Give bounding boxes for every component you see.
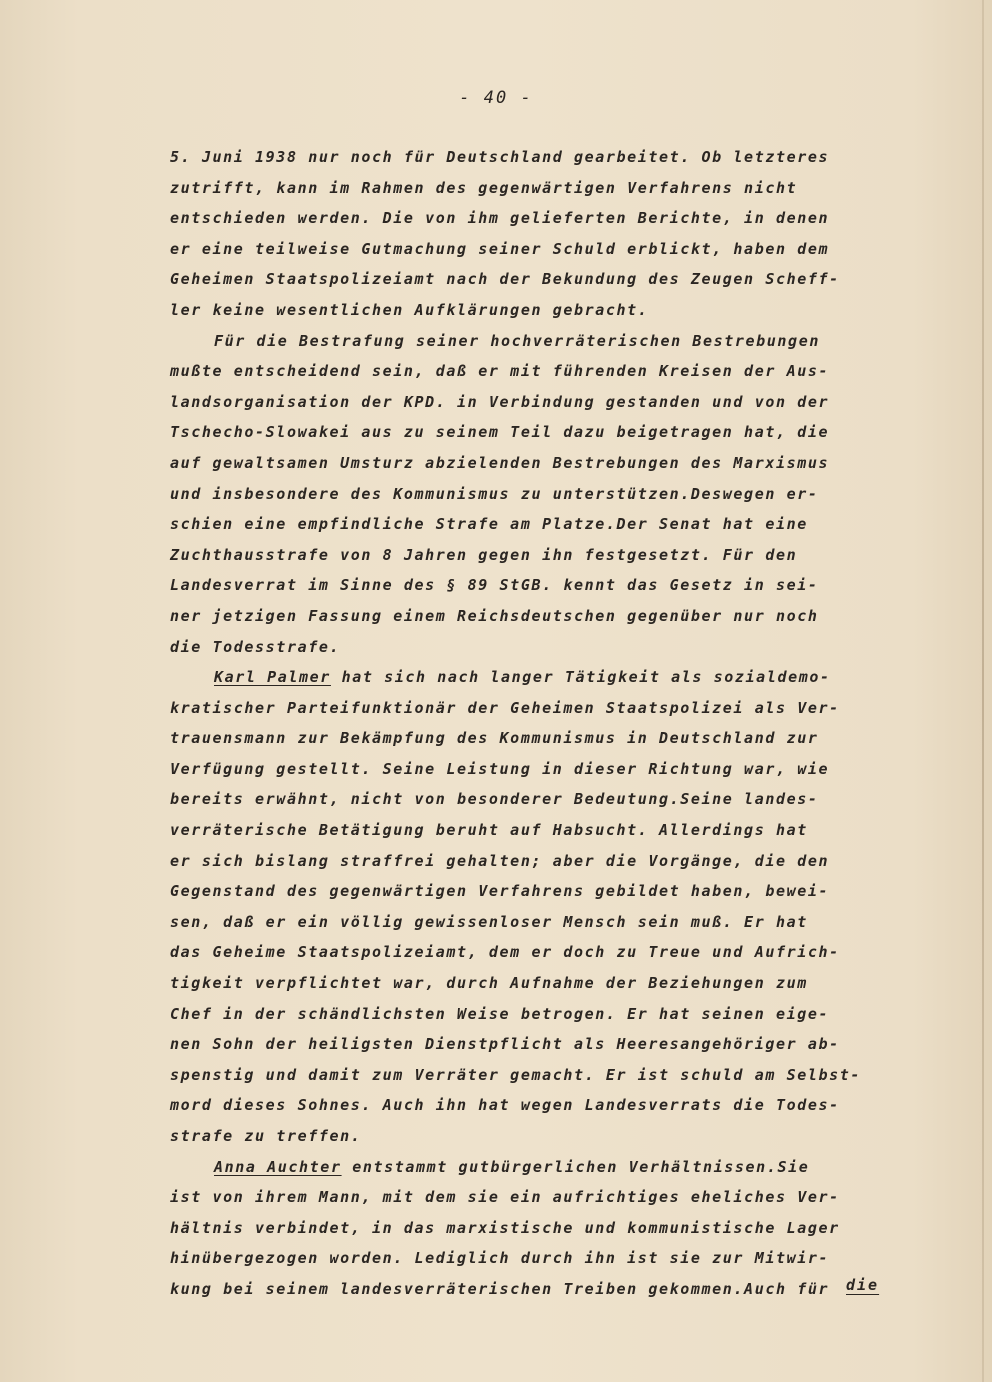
text-line: kratischer Parteifunktionär der Geheimen Staatspolizei als Ver- bbox=[170, 698, 840, 717]
text-line: und insbesondere des Kommunismus zu unterstützen.Deswegen er- bbox=[170, 484, 819, 503]
text-line: schien eine empfindliche Strafe am Platze.Der Senat hat eine bbox=[170, 515, 808, 534]
text-line: strafe zu treffen. bbox=[170, 1127, 362, 1145]
text-line: ner jetzigen Fassung einem Reichsdeutschen gegenüber nur noch bbox=[170, 606, 819, 625]
text-line: er sich bislang straffrei gehalten; aber die Vorgänge, die den bbox=[170, 851, 830, 870]
text-line: tigkeit verpflichtet war, durch Aufnahme der Beziehungen zum bbox=[170, 974, 808, 993]
page-edge-shadow bbox=[982, 0, 984, 1382]
page-number: - 40 - bbox=[459, 88, 533, 108]
text-line: zutrifft, kann im Rahmen des gegenwärtigen Verfahrens nicht bbox=[170, 178, 798, 197]
text-line: Tschecho-Slowakei aus zu seinem Teil dazu beigetragen hat, die bbox=[170, 423, 830, 442]
text-line: Chef in der schändlichsten Weise betrogen. Er hat seinen eige- bbox=[170, 1004, 830, 1023]
text-line: nen Sohn der heiligsten Dienstpflicht als Heeresangehöriger ab- bbox=[170, 1035, 840, 1054]
text-line: landsorganisation der KPD. in Verbindung gestanden und von der bbox=[170, 392, 830, 411]
text-line: Landesverrat im Sinne des § 89 StGB. kennt das Gesetz in sei- bbox=[170, 576, 819, 595]
text-line-remainder: entstammt gutbürgerlichen Verhältnissen.Sie bbox=[341, 1157, 810, 1176]
text-line: Geheimen Staatspolizeiamt nach der Bekundung des Zeugen Scheff- bbox=[170, 270, 840, 289]
text-line: bereits erwähnt, nicht von besonderer Bedeutung.Seine landes- bbox=[170, 790, 819, 809]
text-line: mord dieses Sohnes. Auch ihn hat wegen Landesverrats die Todes- bbox=[170, 1096, 840, 1115]
text-line: ist von ihrem Mann, mit dem sie ein aufrichtiges eheliches Ver- bbox=[170, 1188, 840, 1207]
text-line: 5. Juni 1938 nur noch für Deutschland gearbeitet. Ob letzteres bbox=[170, 148, 830, 166]
text-line: Gegenstand des gegenwärtigen Verfahrens gebildet haben, bewei- bbox=[170, 882, 830, 901]
body-text bbox=[170, 142, 950, 1305]
text-line: mußte entscheidend sein, daß er mit führenden Kreisen der Aus- bbox=[170, 362, 830, 381]
paragraph-start-line: Für die Bestrafung seiner hochverräterischen Bestrebungen bbox=[214, 331, 820, 350]
text-line: das Geheime Staatspolizeiamt, dem er doch zu Treue und Aufrich- bbox=[170, 943, 840, 962]
paragraph-start-line bbox=[170, 662, 950, 693]
text-line: auf gewaltsamen Umsturz abzielenden Bestrebungen des Marxismus bbox=[170, 453, 830, 472]
text-line: verräterische Betätigung beruht auf Habsucht. Allerdings hat bbox=[170, 821, 808, 840]
text-line: Verfügung gestellt. Seine Leistung in dieser Richtung war, wie bbox=[170, 759, 830, 778]
text-line: Zuchthausstrafe von 8 Jahren gegen ihn festgesetzt. Für den bbox=[170, 545, 798, 564]
text-line: die Todesstrafe. bbox=[170, 637, 341, 656]
defendant-name: Anna Auchter bbox=[214, 1157, 342, 1176]
text-line: hinübergezogen worden. Lediglich durch ihn ist sie zur Mitwir- bbox=[170, 1249, 830, 1268]
text-line: trauensmann zur Bekämpfung des Kommunismus in Deutschland zur bbox=[170, 729, 819, 748]
paragraph-start-line bbox=[170, 1152, 950, 1183]
catchword: die bbox=[846, 1276, 880, 1294]
text-line: hältnis verbindet, in das marxistische und kommunistische Lager bbox=[170, 1218, 840, 1237]
text-line: er eine teilweise Gutmachung seiner Schuld erblickt, haben dem bbox=[170, 239, 830, 258]
text-line: entschieden werden. Die von ihm gelieferten Berichte, in denen bbox=[170, 209, 830, 228]
text-line: sen, daß er ein völlig gewissenloser Mensch sein muß. Er hat bbox=[170, 912, 808, 931]
defendant-name: Karl Palmer bbox=[214, 668, 331, 687]
text-line: kung bei seinem landesverräterischen Treiben gekommen.Auch für bbox=[170, 1279, 830, 1298]
text-line: ler keine wesentlichen Aufklärungen gebracht. bbox=[170, 300, 649, 319]
text-line: spenstig und damit zum Verräter gemacht. Er ist schuld am Selbst- bbox=[170, 1065, 861, 1084]
text-line-remainder: hat sich nach langer Tätigkeit als sozialdemo- bbox=[330, 668, 831, 687]
